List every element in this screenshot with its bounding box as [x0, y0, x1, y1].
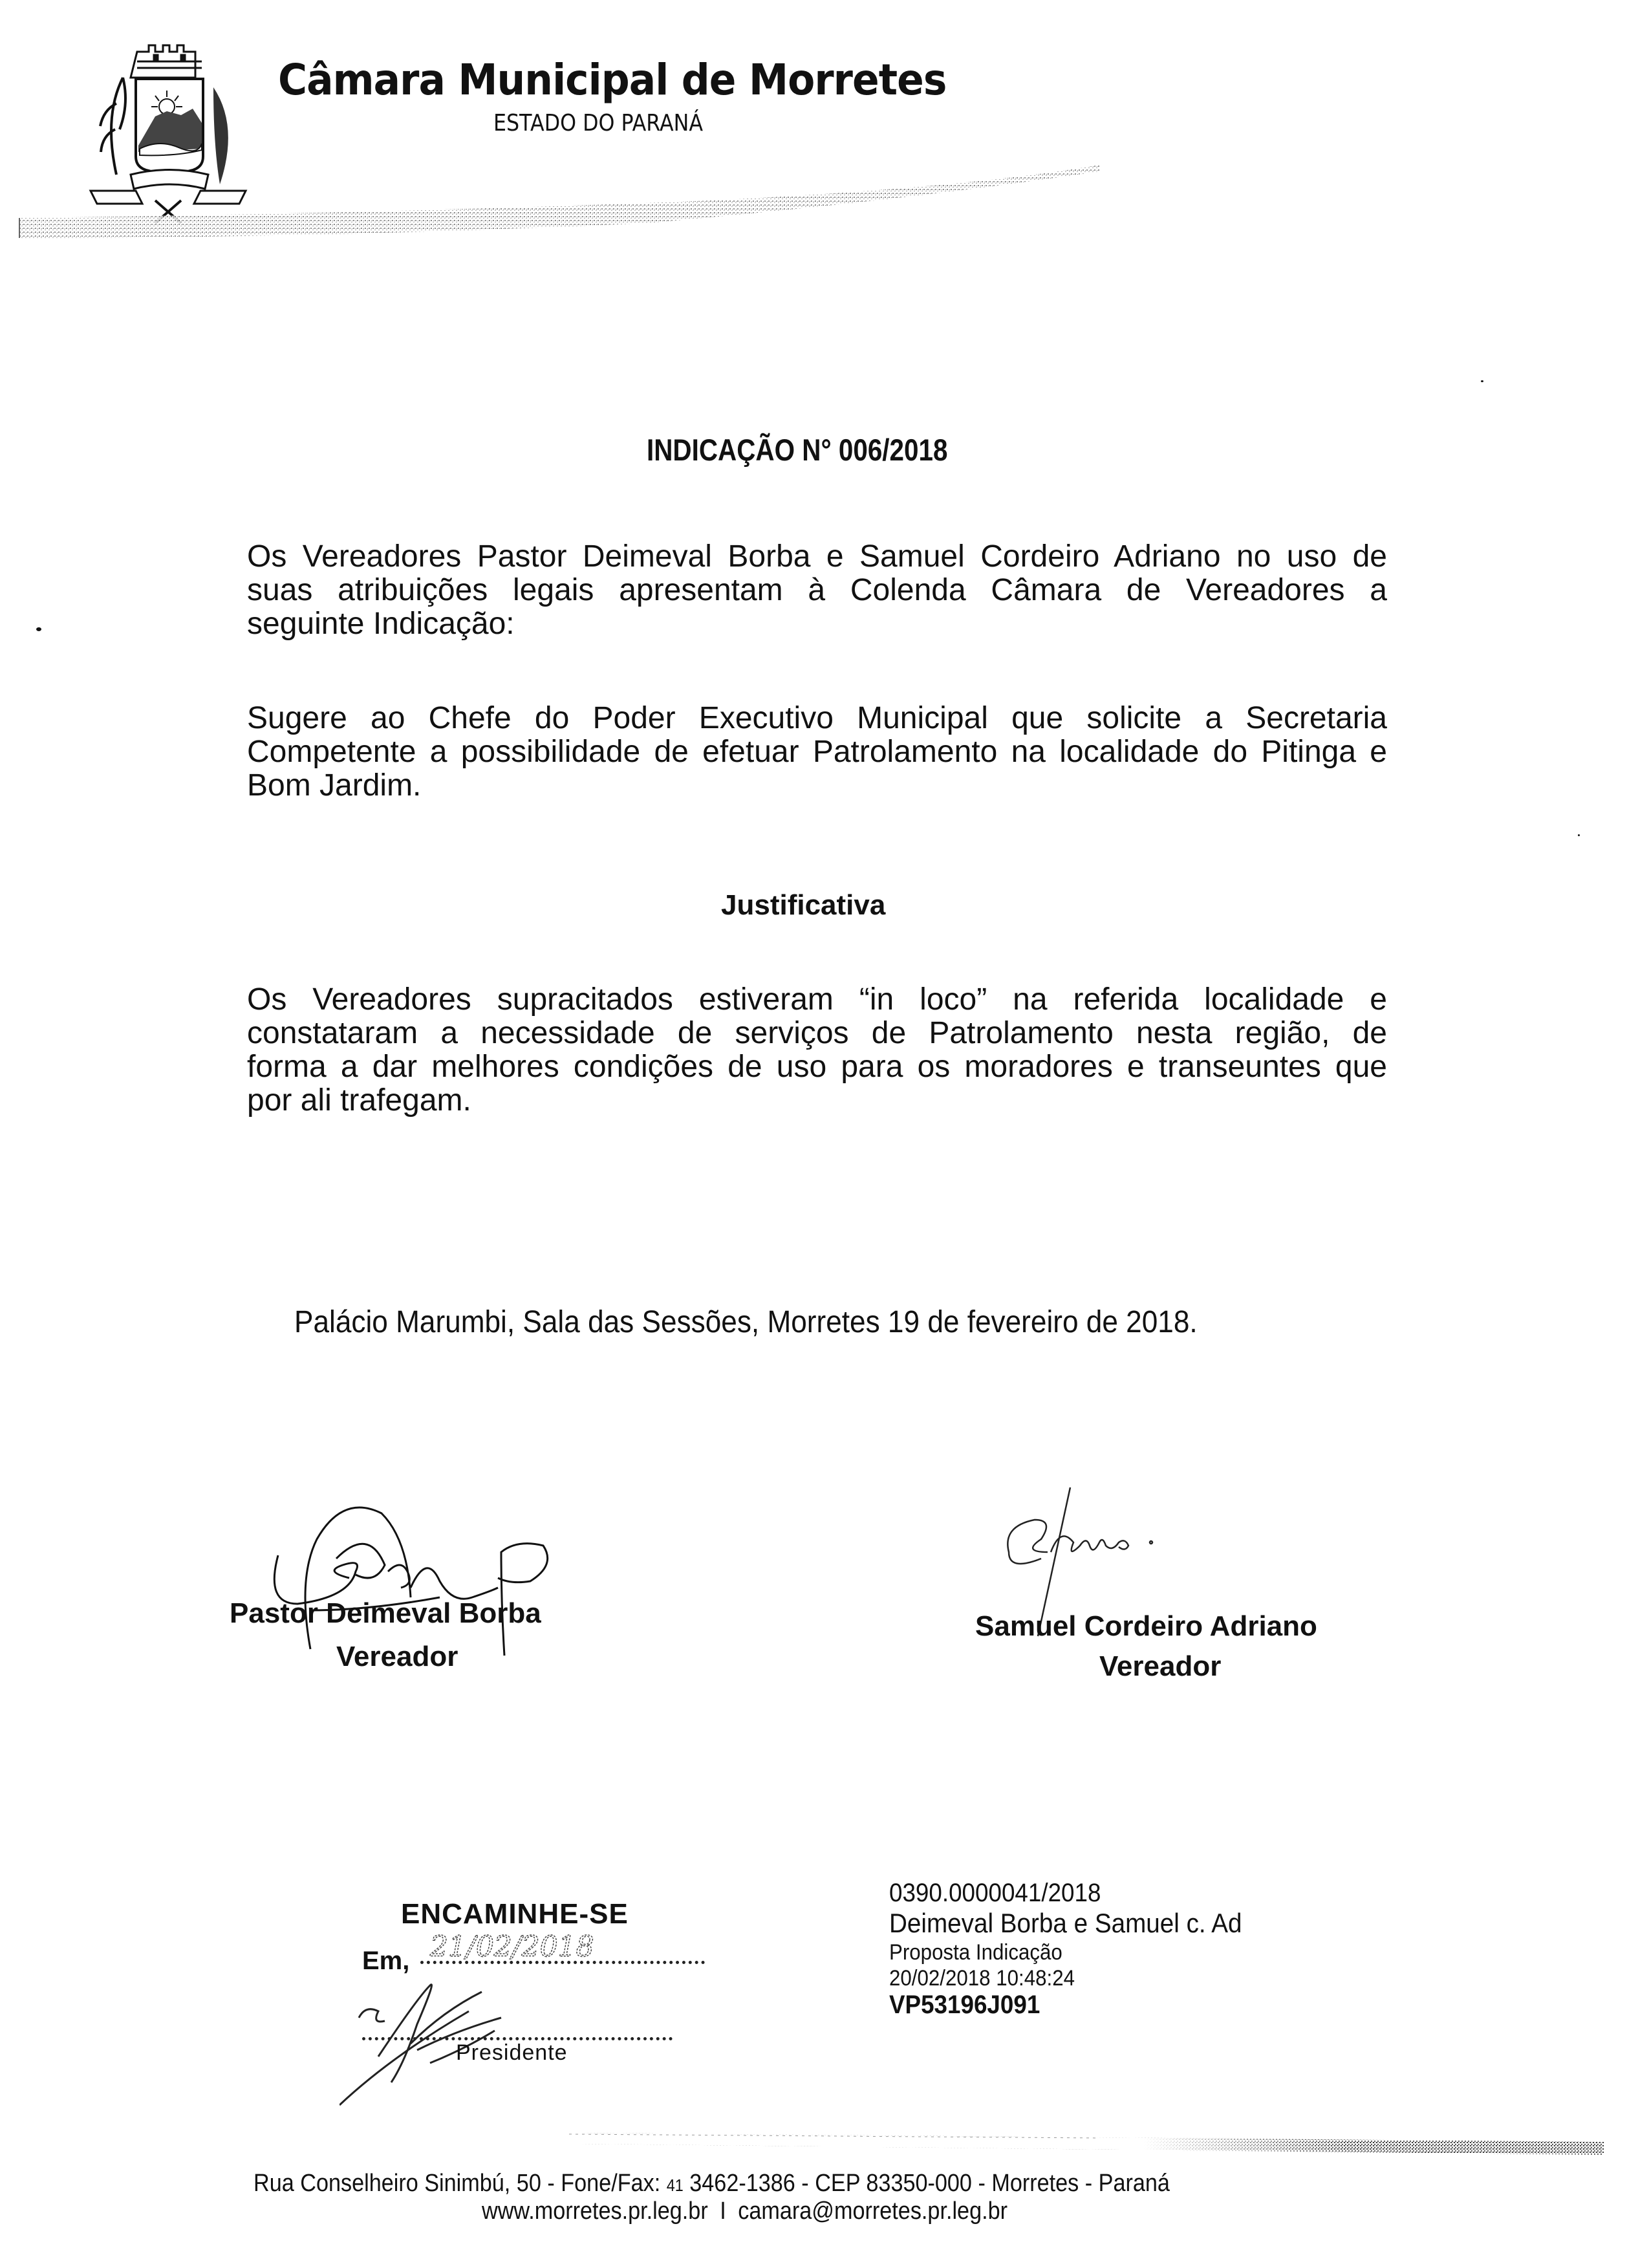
- intro-paragraph: [247, 540, 1387, 641]
- justification-line: constataram a necessidade de serviços de Patrolamento nesta região, de: [247, 1016, 1387, 1050]
- signer-2-role: Vereador: [1099, 1650, 1222, 1682]
- protocol-authors-text: Deimeval Borba e Samuel c. Ad: [889, 1908, 1242, 1938]
- place-date: Palácio Marumbi, Sala das Sessões, Morretes 19 de fevereiro de 2018.: [294, 1305, 1198, 1339]
- justification-line: forma a dar melhores condições de uso para os moradores e transeuntes que: [247, 1050, 1387, 1084]
- signer-2-name: Samuel Cordeiro Adriano: [975, 1610, 1317, 1642]
- footer-address: [253, 2170, 1170, 2198]
- justification-paragraph: [247, 983, 1387, 1118]
- org-state: ESTADO DO PARANÁ: [493, 110, 704, 136]
- footer-address-text: Rua Conselheiro Sinimbú, 50 - Fone/Fax:: [253, 2170, 661, 2197]
- intro-line: suas atribuições legais apresentam à Colenda Câmara de Vereadores a: [247, 573, 1387, 607]
- protocol-code-text: VP53196J091: [889, 1991, 1040, 2019]
- signer-1-name: Pastor Deimeval Borba: [230, 1597, 541, 1629]
- footer-phone-cep: 3462-1386 - CEP 83350-000 - Morretes - Paraná: [689, 2170, 1170, 2197]
- protocol-type-text: Proposta Indicação: [889, 1940, 1062, 1965]
- document-title: INDICAÇÃO N° 006/2018: [647, 433, 948, 467]
- proposal-line: Competente a possibilidade de efetuar Patrolamento na localidade do Pitinga e: [247, 735, 1387, 769]
- proposal-line: Sugere ao Chefe do Poder Executivo Municipal que solicite a Secretaria: [247, 701, 1387, 735]
- stamp-signer-role: Presidente: [456, 2040, 568, 2065]
- intro-line: seguinte Indicação:: [247, 607, 515, 641]
- justification-heading: Justificativa: [721, 889, 886, 921]
- footer-website-link[interactable]: www.morretes.pr.leg.br: [482, 2198, 708, 2225]
- org-name: Câmara Municipal de Morretes: [278, 55, 947, 105]
- protocol-timestamp: [889, 1966, 1091, 1991]
- scan-speck: [1578, 834, 1580, 836]
- proposal-paragraph: [247, 702, 1387, 803]
- president-signature-scribble: [339, 1960, 534, 2118]
- footer-area-code: 41: [666, 2176, 684, 2195]
- header-decorative-band: [0, 162, 1649, 246]
- proposal-line: Bom Jardim.: [247, 768, 422, 803]
- protocol-number: [889, 1879, 1119, 1908]
- footer-decorative-band: [0, 2128, 1649, 2166]
- protocol-code: [889, 1991, 1053, 2020]
- footer-contacts: [482, 2198, 1008, 2225]
- signer-1-role: Vereador: [336, 1641, 458, 1672]
- footer-separator: I: [720, 2198, 726, 2225]
- intro-line: Os Vereadores Pastor Deimeval Borba e Samuel Cordeiro Adriano no uso de: [247, 539, 1387, 574]
- footer-email-link[interactable]: camara@morretes.pr.leg.br: [738, 2198, 1008, 2225]
- scan-speck: [1481, 380, 1483, 382]
- protocol-timestamp-text: 20/02/2018 10:48:24: [889, 1966, 1075, 1991]
- stamp-date-prefix: Em,: [362, 1947, 410, 1975]
- protocol-type: [889, 1940, 1077, 1965]
- handwritten-date-text: 21/02/2018: [430, 1930, 594, 1963]
- justification-line: por ali trafegam.: [247, 1083, 471, 1118]
- forward-stamp-title: ENCAMINHE-SE: [401, 1898, 629, 1930]
- scan-speck: [36, 627, 41, 631]
- justification-line: Os Vereadores supracitados estiveram “in loco” na referida localidade e: [247, 982, 1387, 1017]
- protocol-number-text: 0390.0000041/2018: [889, 1879, 1101, 1907]
- protocol-authors: [889, 1908, 1273, 1939]
